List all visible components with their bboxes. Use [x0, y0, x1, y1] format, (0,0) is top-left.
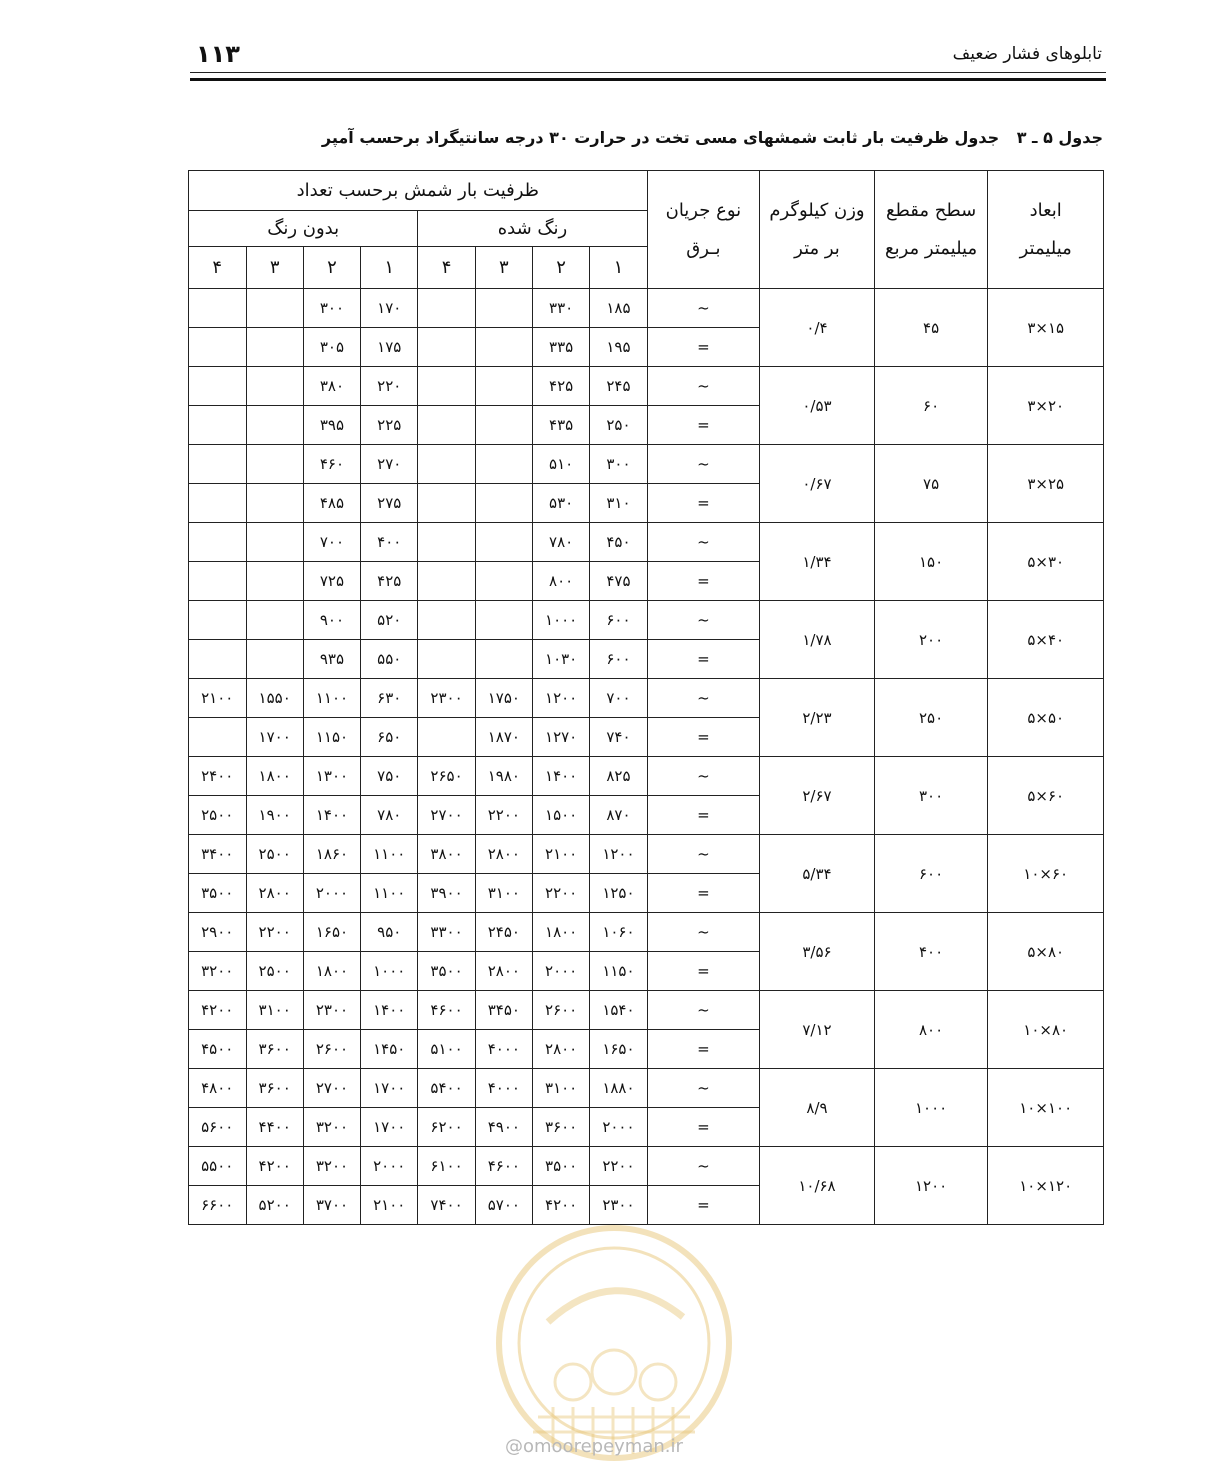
unpainted-capacity-cell: ۴۲۵: [361, 562, 418, 601]
unpainted-capacity-cell: ۱۳۰۰: [303, 757, 360, 796]
unpainted-capacity-cell: ۵۲۰۰: [246, 1186, 303, 1225]
painted-capacity-cell: ۴۳۵: [532, 406, 589, 445]
cross-section-cell: ۴۵: [874, 289, 988, 367]
painted-capacity-cell: ۱۲۰۰: [590, 835, 647, 874]
weight-cell: ۰/۴: [760, 289, 875, 367]
unpainted-capacity-cell: [246, 601, 303, 640]
current-type-cell: =: [647, 484, 760, 523]
painted-capacity-cell: ۳۵۰۰: [418, 952, 475, 991]
dimension-cell: ۸۰×۱۰: [988, 991, 1104, 1069]
unpainted-count-header: ۳: [246, 247, 303, 289]
weight-cell: ۸/۹: [760, 1069, 875, 1147]
cross-section-cell: ۶۰۰: [874, 835, 988, 913]
painted-capacity-cell: ۱۲۷۰: [532, 718, 589, 757]
painted-capacity-cell: ۸۰۰: [532, 562, 589, 601]
painted-capacity-cell: [475, 406, 532, 445]
unpainted-capacity-cell: ۱۱۰۰: [361, 835, 418, 874]
unpainted-capacity-cell: ۱۱۵۰: [303, 718, 360, 757]
unpainted-capacity-cell: ۴۲۰۰: [246, 1147, 303, 1186]
unpainted-capacity-cell: [246, 328, 303, 367]
unpainted-capacity-cell: [246, 562, 303, 601]
unpainted-capacity-cell: ۷۸۰: [361, 796, 418, 835]
painted-capacity-cell: ۲۴۵: [590, 367, 647, 406]
painted-capacity-cell: ۲۶۰۰: [532, 991, 589, 1030]
painted-capacity-cell: ۷۰۰: [590, 679, 647, 718]
unpainted-capacity-cell: ۳۵۰۰: [189, 874, 247, 913]
painted-capacity-cell: ۴۶۰۰: [475, 1147, 532, 1186]
painted-capacity-cell: ۴۹۰۰: [475, 1108, 532, 1147]
page-number: ۱۱۳: [196, 40, 240, 68]
unpainted-capacity-cell: ۲۴۰۰: [189, 757, 247, 796]
weight-cell: ۱۰/۶۸: [760, 1147, 875, 1225]
dimension-cell: ۶۰×۱۰: [988, 835, 1104, 913]
unpainted-capacity-cell: [189, 445, 247, 484]
painted-capacity-cell: ۱۸۰۰: [532, 913, 589, 952]
painted-capacity-cell: ۳۵۰۰: [532, 1147, 589, 1186]
table-row: [189, 367, 1104, 406]
painted-capacity-cell: ۲۲۰۰: [532, 874, 589, 913]
painted-capacity-cell: ۸۲۵: [590, 757, 647, 796]
unpainted-capacity-cell: ۷۰۰: [303, 523, 360, 562]
unpainted-capacity-cell: ۳۱۰۰: [246, 991, 303, 1030]
table-caption: [322, 128, 1103, 147]
painted-capacity-cell: ۲۳۰۰: [418, 679, 475, 718]
unpainted-capacity-cell: ۵۲۰: [361, 601, 418, 640]
current-type-cell: ~: [647, 601, 760, 640]
unpainted-capacity-cell: ۱۸۰۰: [303, 952, 360, 991]
current-type-cell: =: [647, 406, 760, 445]
painted-capacity-cell: ۱۵۰۰: [532, 796, 589, 835]
painted-capacity-cell: [475, 328, 532, 367]
painted-count-header: ۲: [532, 247, 589, 289]
table-row: [189, 913, 1104, 952]
current-type-cell: =: [647, 328, 760, 367]
unpainted-capacity-cell: ۶۵۰: [361, 718, 418, 757]
cross-section-cell: ۱۲۰۰: [874, 1147, 988, 1225]
painted-capacity-cell: ۲۷۰۰: [418, 796, 475, 835]
unpainted-capacity-cell: ۲۱۰۰: [361, 1186, 418, 1225]
caption-text: جدول ظرفیت بار ثابت شمشهای مسی تخت در حرارت ۳۰ درجه سانتیگراد برحسب آمپر: [321, 128, 1000, 147]
unpainted-capacity-cell: ۳۴۰۰: [189, 835, 247, 874]
unpainted-capacity-cell: ۳۶۰۰: [246, 1030, 303, 1069]
unpainted-capacity-cell: ۴۶۰: [303, 445, 360, 484]
unpainted-capacity-cell: ۷۵۰: [361, 757, 418, 796]
unpainted-capacity-cell: ۹۳۵: [303, 640, 360, 679]
unpainted-capacity-cell: ۹۰۰: [303, 601, 360, 640]
painted-capacity-cell: ۵۴۰۰: [418, 1069, 475, 1108]
unpainted-capacity-cell: [189, 289, 247, 328]
painted-capacity-cell: ۱۸۸۰: [590, 1069, 647, 1108]
table-row: [189, 679, 1104, 718]
unpainted-capacity-cell: ۱۷۰۰: [246, 718, 303, 757]
painted-capacity-cell: ۳۹۰۰: [418, 874, 475, 913]
unpainted-capacity-cell: [189, 328, 247, 367]
current-type-cell: ~: [647, 1069, 760, 1108]
unpainted-capacity-cell: ۶۳۰: [361, 679, 418, 718]
cross-section-cell: ۷۵: [874, 445, 988, 523]
weight-cell: ۱/۳۴: [760, 523, 875, 601]
table-row: [189, 523, 1104, 562]
unpainted-capacity-cell: ۳۰۵: [303, 328, 360, 367]
header-weight: وزن کیلوگرم بر متر: [760, 171, 875, 289]
painted-capacity-cell: ۲۱۰۰: [532, 835, 589, 874]
dimension-cell: ۱۵×۳: [988, 289, 1104, 367]
dimension-cell: ۶۰×۵: [988, 757, 1104, 835]
painted-capacity-cell: ۲۰۰۰: [590, 1108, 647, 1147]
painted-capacity-cell: ۷۴۰: [590, 718, 647, 757]
unpainted-capacity-cell: [246, 445, 303, 484]
painted-capacity-cell: ۱۰۰۰: [532, 601, 589, 640]
cross-section-cell: ۱۰۰۰: [874, 1069, 988, 1147]
painted-capacity-cell: ۲۸۰۰: [475, 835, 532, 874]
weight-cell: ۲/۶۷: [760, 757, 875, 835]
dimension-cell: ۲۵×۳: [988, 445, 1104, 523]
painted-capacity-cell: ۱۹۸۰: [475, 757, 532, 796]
unpainted-capacity-cell: ۴۲۰۰: [189, 991, 247, 1030]
current-type-cell: ~: [647, 679, 760, 718]
weight-cell: ۷/۱۲: [760, 991, 875, 1069]
painted-capacity-cell: [418, 445, 475, 484]
unpainted-capacity-cell: ۹۵۰: [361, 913, 418, 952]
unpainted-capacity-cell: ۷۲۵: [303, 562, 360, 601]
painted-capacity-cell: ۱۸۷۰: [475, 718, 532, 757]
painted-capacity-cell: ۲۶۵۰: [418, 757, 475, 796]
current-type-cell: =: [647, 640, 760, 679]
current-type-cell: ~: [647, 289, 760, 328]
unpainted-capacity-cell: ۲۷۵: [361, 484, 418, 523]
painted-capacity-cell: [475, 445, 532, 484]
cross-section-cell: ۱۵۰: [874, 523, 988, 601]
table-row: [189, 991, 1104, 1030]
current-type-cell: =: [647, 874, 760, 913]
painted-capacity-cell: ۳۳۰: [532, 289, 589, 328]
dimension-cell: ۱۰۰×۱۰: [988, 1069, 1104, 1147]
page-header: [190, 30, 1106, 80]
painted-capacity-cell: ۱۲۵۰: [590, 874, 647, 913]
painted-capacity-cell: ۵۱۰: [532, 445, 589, 484]
painted-capacity-cell: ۴۰۰۰: [475, 1069, 532, 1108]
cross-section-cell: ۶۰: [874, 367, 988, 445]
unpainted-capacity-cell: ۱۷۰: [361, 289, 418, 328]
unpainted-capacity-cell: ۲۲۵: [361, 406, 418, 445]
unpainted-capacity-cell: ۵۵۰۰: [189, 1147, 247, 1186]
header-dimensions: ابعاد میلیمتر: [988, 171, 1104, 289]
painted-capacity-cell: ۳۶۰۰: [532, 1108, 589, 1147]
table-row: [189, 1069, 1104, 1108]
painted-capacity-cell: ۲۲۰۰: [475, 796, 532, 835]
current-type-cell: ~: [647, 835, 760, 874]
cross-section-cell: ۳۰۰: [874, 757, 988, 835]
table-row: [189, 757, 1104, 796]
unpainted-capacity-cell: [246, 367, 303, 406]
table-row: [189, 445, 1104, 484]
unpainted-capacity-cell: ۳۶۰۰: [246, 1069, 303, 1108]
painted-capacity-cell: ۲۰۰۰: [532, 952, 589, 991]
unpainted-capacity-cell: [189, 601, 247, 640]
unpainted-capacity-cell: ۳۲۰۰: [303, 1108, 360, 1147]
painted-capacity-cell: [418, 484, 475, 523]
painted-capacity-cell: ۱۹۵: [590, 328, 647, 367]
unpainted-capacity-cell: ۱۷۵: [361, 328, 418, 367]
current-type-cell: ~: [647, 1147, 760, 1186]
painted-capacity-cell: ۶۰۰: [590, 601, 647, 640]
unpainted-capacity-cell: ۱۷۰۰: [361, 1069, 418, 1108]
painted-count-header: ۴: [418, 247, 475, 289]
painted-capacity-cell: ۶۰۰: [590, 640, 647, 679]
painted-capacity-cell: ۲۳۰۰: [590, 1186, 647, 1225]
painted-capacity-cell: ۳۰۰: [590, 445, 647, 484]
unpainted-count-header: ۱: [361, 247, 418, 289]
unpainted-capacity-cell: ۱۴۰۰: [361, 991, 418, 1030]
unpainted-capacity-cell: ۲۵۰۰: [189, 796, 247, 835]
unpainted-capacity-cell: [189, 367, 247, 406]
unpainted-capacity-cell: ۳۹۵: [303, 406, 360, 445]
unpainted-capacity-cell: ۱۴۵۰: [361, 1030, 418, 1069]
unpainted-capacity-cell: ۴۸۵: [303, 484, 360, 523]
header-capacity: ظرفیت بار شمش برحسب تعداد: [189, 171, 648, 211]
unpainted-capacity-cell: ۴۰۰: [361, 523, 418, 562]
cross-section-cell: ۴۰۰: [874, 913, 988, 991]
unpainted-capacity-cell: ۳۲۰۰: [189, 952, 247, 991]
watermark-site: @omoorepeyman.ir: [505, 1436, 683, 1457]
painted-count-header: ۳: [475, 247, 532, 289]
unpainted-capacity-cell: ۴۸۰۰: [189, 1069, 247, 1108]
painted-capacity-cell: ۴۶۰۰: [418, 991, 475, 1030]
unpainted-capacity-cell: ۲۸۰۰: [246, 874, 303, 913]
painted-capacity-cell: ۲۲۰۰: [590, 1147, 647, 1186]
painted-capacity-cell: ۱۷۵۰: [475, 679, 532, 718]
unpainted-capacity-cell: ۱۱۰۰: [303, 679, 360, 718]
painted-capacity-cell: ۳۱۰۰: [532, 1069, 589, 1108]
painted-capacity-cell: [475, 562, 532, 601]
unpainted-capacity-cell: [246, 289, 303, 328]
unpainted-capacity-cell: ۵۵۰: [361, 640, 418, 679]
current-type-cell: =: [647, 1108, 760, 1147]
cross-section-cell: ۲۵۰: [874, 679, 988, 757]
unpainted-capacity-cell: [246, 484, 303, 523]
header-rule-thin: [190, 72, 1106, 73]
painted-capacity-cell: ۶۲۰۰: [418, 1108, 475, 1147]
painted-capacity-cell: ۷۴۰۰: [418, 1186, 475, 1225]
dimension-cell: ۲۰×۳: [988, 367, 1104, 445]
painted-capacity-cell: [418, 601, 475, 640]
unpainted-capacity-cell: ۱۴۰۰: [303, 796, 360, 835]
unpainted-capacity-cell: ۲۵۰۰: [246, 952, 303, 991]
painted-capacity-cell: ۵۷۰۰: [475, 1186, 532, 1225]
unpainted-capacity-cell: ۲۵۰۰: [246, 835, 303, 874]
painted-capacity-cell: ۱۱۵۰: [590, 952, 647, 991]
painted-capacity-cell: ۲۸۰۰: [475, 952, 532, 991]
weight-cell: ۰/۵۳: [760, 367, 875, 445]
painted-capacity-cell: ۳۴۵۰: [475, 991, 532, 1030]
painted-capacity-cell: ۳۱۰: [590, 484, 647, 523]
weight-cell: ۰/۶۷: [760, 445, 875, 523]
unpainted-capacity-cell: ۱۵۵۰: [246, 679, 303, 718]
painted-capacity-cell: [418, 289, 475, 328]
painted-capacity-cell: [418, 718, 475, 757]
caption-number: جدول ۵ ـ ۳: [1016, 128, 1103, 147]
header-current-type: نوع جریان بـرق: [647, 171, 760, 289]
unpainted-capacity-cell: [246, 523, 303, 562]
current-type-cell: =: [647, 796, 760, 835]
unpainted-capacity-cell: ۶۶۰۰: [189, 1186, 247, 1225]
unpainted-capacity-cell: ۱۰۰۰: [361, 952, 418, 991]
painted-capacity-cell: ۳۱۰۰: [475, 874, 532, 913]
painted-capacity-cell: [475, 640, 532, 679]
cross-section-cell: ۸۰۰: [874, 991, 988, 1069]
painted-capacity-cell: ۷۸۰: [532, 523, 589, 562]
weight-cell: ۳/۵۶: [760, 913, 875, 991]
unpainted-capacity-cell: ۲۶۰۰: [303, 1030, 360, 1069]
dimension-cell: ۱۲۰×۱۰: [988, 1147, 1104, 1225]
unpainted-capacity-cell: [189, 523, 247, 562]
table-row: [189, 289, 1104, 328]
painted-capacity-cell: [475, 367, 532, 406]
unpainted-capacity-cell: ۵۶۰۰: [189, 1108, 247, 1147]
current-type-cell: =: [647, 952, 760, 991]
unpainted-capacity-cell: ۲۲۰: [361, 367, 418, 406]
painted-capacity-cell: ۱۴۰۰: [532, 757, 589, 796]
unpainted-capacity-cell: [189, 562, 247, 601]
weight-cell: ۱/۷۸: [760, 601, 875, 679]
painted-capacity-cell: ۴۵۰: [590, 523, 647, 562]
unpainted-count-header: ۴: [189, 247, 247, 289]
painted-capacity-cell: ۱۸۵: [590, 289, 647, 328]
unpainted-capacity-cell: ۱۷۰۰: [361, 1108, 418, 1147]
unpainted-capacity-cell: ۴۵۰۰: [189, 1030, 247, 1069]
painted-count-header: ۱: [590, 247, 647, 289]
painted-capacity-cell: ۲۵۰: [590, 406, 647, 445]
unpainted-capacity-cell: ۲۱۰۰: [189, 679, 247, 718]
painted-capacity-cell: [418, 562, 475, 601]
painted-capacity-cell: ۱۰۶۰: [590, 913, 647, 952]
painted-capacity-cell: [475, 523, 532, 562]
current-type-cell: ~: [647, 367, 760, 406]
unpainted-capacity-cell: ۱۸۶۰: [303, 835, 360, 874]
current-type-cell: ~: [647, 913, 760, 952]
dimension-cell: ۵۰×۵: [988, 679, 1104, 757]
unpainted-capacity-cell: ۲۹۰۰: [189, 913, 247, 952]
omoorepeyman-logo-watermark: [493, 1222, 735, 1464]
current-type-cell: ~: [647, 757, 760, 796]
painted-capacity-cell: ۱۲۰۰: [532, 679, 589, 718]
table-row: [189, 835, 1104, 874]
painted-capacity-cell: [418, 328, 475, 367]
unpainted-capacity-cell: ۲۷۰: [361, 445, 418, 484]
busbar-capacity-table: [188, 170, 1104, 1225]
painted-capacity-cell: [475, 601, 532, 640]
painted-capacity-cell: ۴۷۵: [590, 562, 647, 601]
unpainted-capacity-cell: ۱۱۰۰: [361, 874, 418, 913]
painted-capacity-cell: ۱۶۵۰: [590, 1030, 647, 1069]
current-type-cell: ~: [647, 523, 760, 562]
painted-capacity-cell: ۴۲۰۰: [532, 1186, 589, 1225]
header-painted: رنگ شده: [418, 211, 647, 247]
painted-capacity-cell: [475, 289, 532, 328]
dimension-cell: ۳۰×۵: [988, 523, 1104, 601]
current-type-cell: =: [647, 1030, 760, 1069]
unpainted-capacity-cell: [246, 406, 303, 445]
unpainted-count-header: ۲: [303, 247, 360, 289]
dimension-cell: ۸۰×۵: [988, 913, 1104, 991]
unpainted-capacity-cell: ۱۹۰۰: [246, 796, 303, 835]
table-row: [189, 1147, 1104, 1186]
painted-capacity-cell: [418, 640, 475, 679]
unpainted-capacity-cell: [246, 640, 303, 679]
painted-capacity-cell: ۸۷۰: [590, 796, 647, 835]
painted-capacity-cell: ۴۰۰۰: [475, 1030, 532, 1069]
current-type-cell: ~: [647, 991, 760, 1030]
painted-capacity-cell: ۱۰۳۰: [532, 640, 589, 679]
unpainted-capacity-cell: [189, 718, 247, 757]
unpainted-capacity-cell: ۲۰۰۰: [303, 874, 360, 913]
current-type-cell: =: [647, 718, 760, 757]
painted-capacity-cell: ۲۸۰۰: [532, 1030, 589, 1069]
unpainted-capacity-cell: [189, 406, 247, 445]
painted-capacity-cell: [418, 406, 475, 445]
running-title: تابلوهای فشار ضعیف: [952, 44, 1102, 64]
painted-capacity-cell: ۵۳۰: [532, 484, 589, 523]
dimension-cell: ۴۰×۵: [988, 601, 1104, 679]
unpainted-capacity-cell: [189, 640, 247, 679]
current-type-cell: ~: [647, 445, 760, 484]
painted-capacity-cell: ۲۴۵۰: [475, 913, 532, 952]
painted-capacity-cell: [418, 367, 475, 406]
unpainted-capacity-cell: ۴۴۰۰: [246, 1108, 303, 1147]
unpainted-capacity-cell: ۱۶۵۰: [303, 913, 360, 952]
table-row: [189, 601, 1104, 640]
painted-capacity-cell: ۵۱۰۰: [418, 1030, 475, 1069]
painted-capacity-cell: [418, 523, 475, 562]
unpainted-capacity-cell: ۲۲۰۰: [246, 913, 303, 952]
cross-section-cell: ۲۰۰: [874, 601, 988, 679]
unpainted-capacity-cell: ۲۷۰۰: [303, 1069, 360, 1108]
header-unpainted: بدون رنگ: [189, 211, 418, 247]
weight-cell: ۵/۳۴: [760, 835, 875, 913]
unpainted-capacity-cell: ۳۷۰۰: [303, 1186, 360, 1225]
painted-capacity-cell: ۶۱۰۰: [418, 1147, 475, 1186]
unpainted-capacity-cell: ۱۸۰۰: [246, 757, 303, 796]
weight-cell: ۲/۲۳: [760, 679, 875, 757]
unpainted-capacity-cell: ۳۲۰۰: [303, 1147, 360, 1186]
unpainted-capacity-cell: ۳۸۰: [303, 367, 360, 406]
painted-capacity-cell: ۴۲۵: [532, 367, 589, 406]
current-type-cell: =: [647, 562, 760, 601]
unpainted-capacity-cell: [189, 484, 247, 523]
unpainted-capacity-cell: ۲۰۰۰: [361, 1147, 418, 1186]
current-type-cell: =: [647, 1186, 760, 1225]
painted-capacity-cell: ۳۸۰۰: [418, 835, 475, 874]
unpainted-capacity-cell: ۳۰۰: [303, 289, 360, 328]
painted-capacity-cell: ۳۳۰۰: [418, 913, 475, 952]
painted-capacity-cell: ۱۵۴۰: [590, 991, 647, 1030]
painted-capacity-cell: ۳۳۵: [532, 328, 589, 367]
unpainted-capacity-cell: ۲۳۰۰: [303, 991, 360, 1030]
header-cross-section: سطح مقطع میلیمتر مربع: [874, 171, 988, 289]
painted-capacity-cell: [475, 484, 532, 523]
header-rule-thick: [190, 78, 1106, 81]
